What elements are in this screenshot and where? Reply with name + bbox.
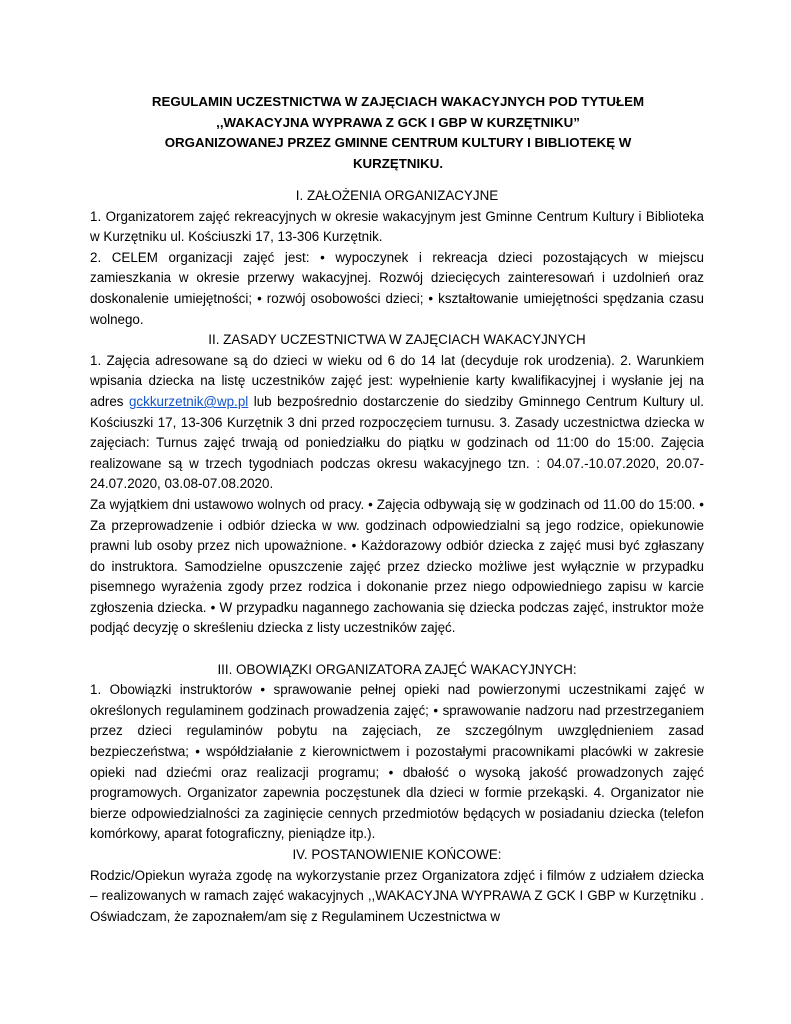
section-2-paragraph-1 xyxy=(90,351,704,495)
title-line-3: ORGANIZOWANEJ PRZEZ GMINNE CENTRUM KULTURY I BIBLIOTEKĘ W xyxy=(164,135,632,150)
document-title xyxy=(118,92,678,174)
document-body xyxy=(90,186,704,927)
blank-line xyxy=(90,639,704,660)
section-3-heading: III. OBOWIĄZKI ORGANIZATORA ZAJĘĆ WAKACYJNYCH: xyxy=(217,661,577,677)
section-2-text-before-email: 1. Zajęcia adresowane są do dzieci w wieku od 6 do 14 lat (decyduje rok urodzenia). 2. Warunkiem wpisania dziecka na listę uczestników zajęć jest: wypełnienie karty kwalifikacyjnej i wysłanie jej na adres xyxy=(90,352,704,409)
title-line-1: REGULAMIN UCZESTNICTWA W ZAJĘCIACH WAKACYJNYCH POD TYTUŁEM xyxy=(151,94,645,109)
section-1-paragraph-1: 1. Organizatorem zajęć rekreacyjnych w okresie wakacyjnym jest Gminne Centrum Kultury i Biblioteka w Kurzętniku ul. Kościuszki 17, 13-306 Kurzętnik. xyxy=(90,208,704,245)
section-1-heading: I. ZAŁOŻENIA ORGANIZACYJNE xyxy=(295,188,499,203)
section-2-heading: II. ZASADY UCZESTNICTWA W ZAJĘCIACH WAKACYJNYCH xyxy=(208,332,586,348)
section-3-paragraph-1: 1. Obowiązki instruktorów • sprawowanie pełnej opieki nad powierzonymi uczestnikami zajęć w określonych regulaminem godzinach prowadzenia zajęć; • sprawowanie nadzoru nad przestrzeganiem przez dzieci regulaminów pobytu na zajęciach, ze szczególnym uwzględnieniem zasad bezpieczeństwa; • współdziałanie z kierownictwem i pozostałymi pracownikami placówki w zakresie opieki nad dziećmi oraz realizacji programu; • dbałość o wysoką jakość prowadzonych zajęć programowych. Organizator zapewnia poczęstunek dla dzieci w formie przekąski. 4. Organizator nie bierze odpowiedzialności za zaginięcie cennych przedmiotów będących w posiadaniu dziecka (telefon komórkowy, aparat fotograficzny, pieniądze itp.). xyxy=(90,682,704,842)
section-4-paragraph-1: Rodzic/Opiekun wyraża zgodę na wykorzystanie przez Organizatora zdjęć i filmów z udziałem dziecka – realizowanych w ramach zajęć wakacyjnych ,,WAKACYJNA WYPRAWA Z GCK I GBP w Kurzętniku . Oświadczam, że zapoznałem/am się z Regulaminem Uczestnictwa w xyxy=(90,867,704,924)
email-link[interactable]: gckkurzetnik@wp.pl xyxy=(128,393,249,409)
section-2-paragraph-2: Za wyjątkiem dni ustawowo wolnych od pracy. • Zajęcia odbywają się w godzinach od 11.00 do 15:00. • Za przeprowadzenie i odbiór dziecka w ww. godzinach odpowiedzialni są jego rodzice, opiekunowie prawni lub osoby przez nich upoważnione. • Każdorazowy odbiór dziecka z zajęć musi być zgłaszany do instruktora. Samodzielne opuszczenie zajęć przez dziecko możliwe jest wyłącznie w przypadku pisemnego wyrażenia zgody przez rodzica i dokonanie przez niego odpowiedniego zapisu w karcie zgłoszenia dziecka. • W przypadku nagannego zachowania się dziecka podczas zajęć, instruktor może podjąć decyzję o skreśleniu dziecka z listy uczestników zajęć. xyxy=(90,496,704,636)
section-2-text-after-email: lub bezpośrednio dostarczenie do siedziby Gminnego Centrum Kultury ul. Kościuszki 17, 13-306 Kurzętnik 3 dni przed rozpoczęciem turnusu. 3. Zasady uczestnictwa dziecka w zajęciach: Turnus zajęć trwają od poniedziałku do piątku w godzinach od 11:00 do 15:00. Zajęcia realizowane są w trzech tygodniach podczas okresu wakacyjnego tzn. : 04.07.-10.07.2020, 20.07-24.07.2020, 03.08-07.08.2020. xyxy=(90,393,704,492)
title-line-4: KURZĘTNIKU. xyxy=(352,155,444,171)
section-4-heading: IV. POSTANOWIENIE KOŃCOWE: xyxy=(292,847,502,862)
section-1-paragraph-2: 2. CELEM organizacji zajęć jest: • wypoczynek i rekreacja dzieci pozostających w miejscu zamieszkania w okresie przerwy wakacyjnej. Rozwój dziecięcych zainteresowań i uzdolnień oraz doskonalenie umiejętności; • rozwój osobowości dzieci; • kształtowanie umiejętności spędzania czasu wolnego. xyxy=(90,249,704,327)
title-line-2: ,,WAKACYJNA WYPRAWA Z GCK I GBP W KURZĘTNIKU” xyxy=(216,114,580,130)
